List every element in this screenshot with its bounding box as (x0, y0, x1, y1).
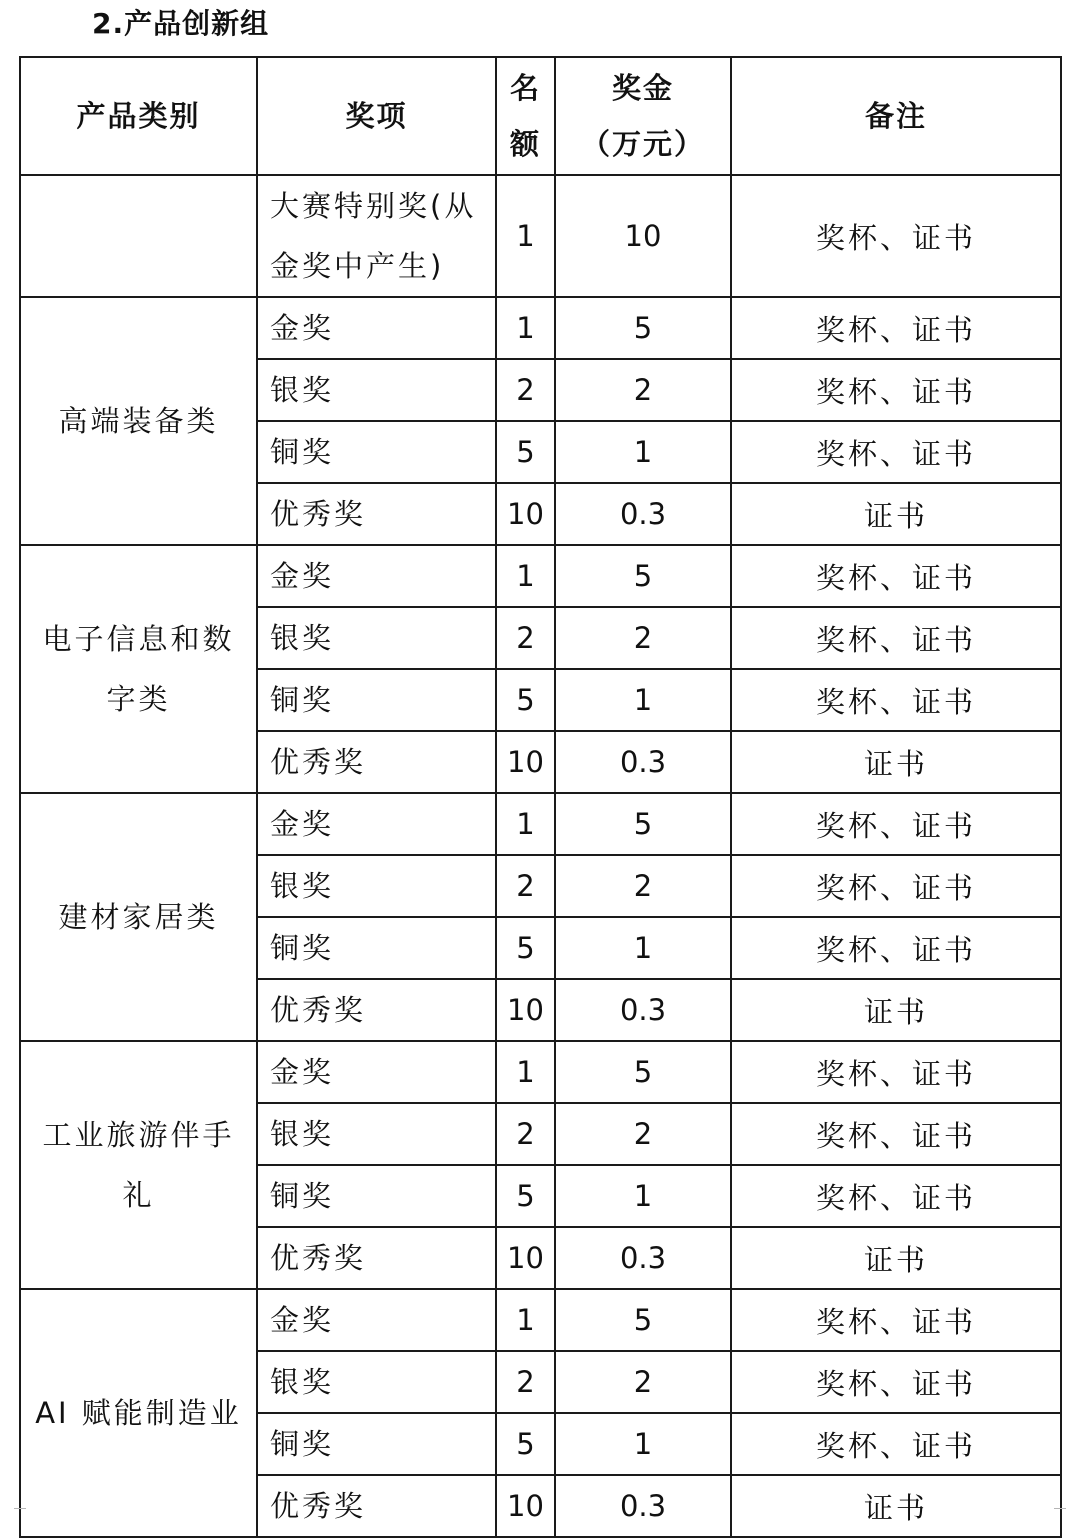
table-row (20, 1041, 1061, 1103)
award-cell: 银奖 (257, 855, 496, 917)
count-cell: 2 (496, 1103, 555, 1165)
award-cell: 优秀奖 (257, 731, 496, 793)
prize-cell: 0.3 (555, 1475, 731, 1537)
section-title: 2.产品创新组 (92, 7, 270, 40)
award-line: 大赛特别奖(从 (270, 189, 477, 223)
count-cell: 10 (496, 1227, 555, 1289)
count-cell: 1 (496, 175, 555, 297)
count-cell: 1 (496, 297, 555, 359)
prize-cell: 10 (555, 175, 731, 297)
prize-cell: 2 (555, 855, 731, 917)
category-line: 建材家居类 (58, 900, 219, 934)
category-line: 工业旅游伴手 (42, 1118, 235, 1152)
category-cell (20, 793, 257, 1041)
award-cell: 银奖 (257, 1351, 496, 1413)
award-cell: 金奖 (257, 1289, 496, 1351)
award-cell: 铜奖 (257, 917, 496, 979)
count-cell: 5 (496, 917, 555, 979)
prize-cell: 5 (555, 545, 731, 607)
count-cell: 5 (496, 669, 555, 731)
count-cell: 5 (496, 421, 555, 483)
prize-cell: 2 (555, 1103, 731, 1165)
header-count (496, 57, 555, 175)
prize-cell: 5 (555, 1289, 731, 1351)
award-cell: 银奖 (257, 359, 496, 421)
header-prize-line-2: （万元） (580, 127, 705, 161)
header-count-line-1: 名 (509, 71, 541, 105)
header-prize-line-1: 奖金 (611, 71, 674, 105)
note-cell: 证书 (731, 731, 1061, 793)
category-line: 电子信息和数 (42, 622, 235, 656)
prize-table (19, 56, 1062, 1538)
count-cell: 10 (496, 483, 555, 545)
prize-cell: 2 (555, 607, 731, 669)
award-cell: 金奖 (257, 1041, 496, 1103)
prize-cell: 1 (555, 421, 731, 483)
table-row-special (20, 175, 1061, 297)
count-cell: 5 (496, 1413, 555, 1475)
note-cell: 奖杯、证书 (731, 175, 1061, 297)
note-cell: 奖杯、证书 (731, 545, 1061, 607)
header-award: 奖项 (257, 57, 496, 175)
award-cell: 优秀奖 (257, 1227, 496, 1289)
note-cell: 奖杯、证书 (731, 297, 1061, 359)
count-cell: 1 (496, 1289, 555, 1351)
header-row (20, 57, 1061, 175)
prize-cell: 2 (555, 1351, 731, 1413)
award-cell: 优秀奖 (257, 979, 496, 1041)
note-cell: 奖杯、证书 (731, 421, 1061, 483)
prize-cell: 5 (555, 793, 731, 855)
note-cell: 奖杯、证书 (731, 793, 1061, 855)
prize-cell: 1 (555, 1165, 731, 1227)
prize-cell: 0.3 (555, 979, 731, 1041)
award-cell (257, 175, 496, 297)
table-row (20, 545, 1061, 607)
count-cell: 1 (496, 545, 555, 607)
award-cell: 优秀奖 (257, 483, 496, 545)
note-cell: 证书 (731, 979, 1061, 1041)
category-line: 礼 (122, 1178, 155, 1212)
count-cell: 10 (496, 1475, 555, 1537)
count-cell: 5 (496, 1165, 555, 1227)
category-cell (20, 175, 257, 297)
prize-cell: 5 (555, 1041, 731, 1103)
prize-cell: 1 (555, 1413, 731, 1475)
category-line: 高端装备类 (58, 404, 219, 438)
page-corner-mark (1054, 1508, 1066, 1521)
note-cell: 证书 (731, 1227, 1061, 1289)
page-corner-mark (14, 1508, 26, 1521)
award-cell: 铜奖 (257, 1413, 496, 1475)
table-row (20, 1289, 1061, 1351)
count-cell: 10 (496, 979, 555, 1041)
award-cell: 优秀奖 (257, 1475, 496, 1537)
count-cell: 2 (496, 855, 555, 917)
prize-cell: 1 (555, 669, 731, 731)
count-cell: 1 (496, 1041, 555, 1103)
header-count-line-2: 额 (509, 127, 541, 161)
award-cell: 银奖 (257, 607, 496, 669)
header-category: 产品类别 (20, 57, 257, 175)
prize-cell: 0.3 (555, 483, 731, 545)
category-line: AI 赋能制造业 (35, 1396, 242, 1430)
prize-cell: 1 (555, 917, 731, 979)
table-row (20, 793, 1061, 855)
award-line: 金奖中产生) (270, 249, 445, 283)
award-cell: 金奖 (257, 545, 496, 607)
note-cell: 奖杯、证书 (731, 1289, 1061, 1351)
note-cell: 奖杯、证书 (731, 1351, 1061, 1413)
note-cell: 奖杯、证书 (731, 669, 1061, 731)
note-cell: 证书 (731, 483, 1061, 545)
prize-cell: 2 (555, 359, 731, 421)
award-cell: 铜奖 (257, 1165, 496, 1227)
note-cell: 奖杯、证书 (731, 607, 1061, 669)
category-cell (20, 1041, 257, 1289)
count-cell: 2 (496, 1351, 555, 1413)
note-cell: 奖杯、证书 (731, 359, 1061, 421)
award-cell: 铜奖 (257, 421, 496, 483)
note-cell: 证书 (731, 1475, 1061, 1537)
note-cell: 奖杯、证书 (731, 1165, 1061, 1227)
header-note: 备注 (731, 57, 1061, 175)
note-cell: 奖杯、证书 (731, 1413, 1061, 1475)
note-cell: 奖杯、证书 (731, 855, 1061, 917)
count-cell: 2 (496, 607, 555, 669)
award-cell: 金奖 (257, 793, 496, 855)
award-cell: 银奖 (257, 1103, 496, 1165)
prize-cell: 5 (555, 297, 731, 359)
note-cell: 奖杯、证书 (731, 1041, 1061, 1103)
note-cell: 奖杯、证书 (731, 917, 1061, 979)
header-prize (555, 57, 731, 175)
category-cell (20, 297, 257, 545)
prize-cell: 0.3 (555, 731, 731, 793)
category-cell (20, 1289, 257, 1537)
award-cell: 金奖 (257, 297, 496, 359)
table-body (20, 175, 1061, 1537)
award-cell: 铜奖 (257, 669, 496, 731)
category-cell (20, 545, 257, 793)
count-cell: 2 (496, 359, 555, 421)
prize-cell: 0.3 (555, 1227, 731, 1289)
count-cell: 10 (496, 731, 555, 793)
count-cell: 1 (496, 793, 555, 855)
note-cell: 奖杯、证书 (731, 1103, 1061, 1165)
category-line: 字类 (106, 682, 171, 716)
table-row (20, 297, 1061, 359)
